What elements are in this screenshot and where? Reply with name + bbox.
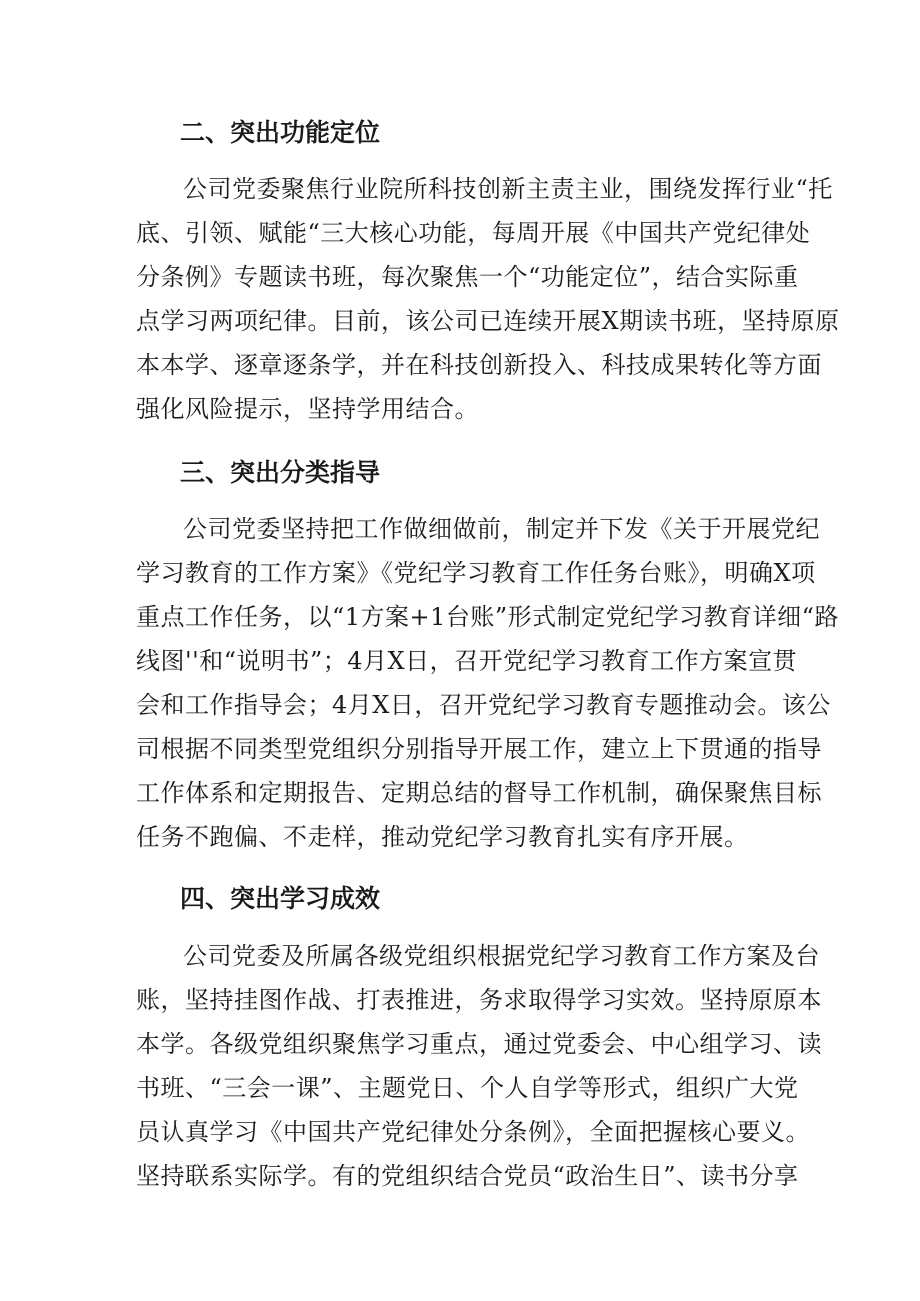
paragraph-line: 学习教育的工作方案》《党纪学习教育工作任务台账》，明确X项	[136, 559, 816, 587]
section-paragraph-2	[136, 167, 840, 431]
paragraph-line: 员认真学习《中国共产党纪律处分条例》，全面把握核心要义。	[136, 1118, 810, 1146]
section-heading-3: 三、突出分类指导	[180, 458, 381, 487]
paragraph-line: 底、引领、赋能“三大核心功能，每周开展《中国共产党纪律处	[136, 219, 811, 247]
section-heading-4: 四、突出学习成效	[180, 884, 381, 913]
paragraph-line: 公司党委聚焦行业院所科技创新主责主业，围绕发挥行业“托	[183, 175, 833, 203]
paragraph-line: 强化风险提示，坚持学用结合。	[136, 395, 479, 423]
paragraph-line: 重点工作任务，以“1方案+1台账”形式制定党纪学习教育详细“路	[136, 603, 839, 631]
paragraph-line: 本学。各级党组织聚焦学习重点，通过党委会、中心组学习、读	[136, 1030, 822, 1058]
paragraph-line: 点学习两项纪律。目前，该公司已连续开展X期读书班，坚持原原	[136, 307, 840, 335]
paragraph-line: 任务不跑偏、不走样，推动党纪学习教育扎实有序开展。	[136, 823, 749, 851]
paragraph-line: 账，坚持挂图作战、打表推进，务求取得学习实效。坚持原原本	[136, 986, 822, 1014]
paragraph-line: 线图''和“说明书”；4月X日，召开党纪学习教育工作方案宣贯	[136, 647, 798, 675]
paragraph-line: 书班、“三会一课”、主题党日、个人自学等形式，组织广大党	[136, 1074, 799, 1102]
paragraph-line: 公司党委及所属各级党组织根据党纪学习教育工作方案及台	[183, 942, 820, 970]
paragraph-line: 司根据不同类型党组织分别指导开展工作，建立上下贯通的指导	[136, 735, 822, 763]
section-paragraph-3	[136, 507, 839, 859]
section-heading-2: 二、突出功能定位	[180, 118, 381, 147]
section-paragraph-4	[136, 934, 822, 1198]
paragraph-line: 会和工作指导会；4月X日，召开党纪学习教育专题推动会。该公	[136, 691, 831, 719]
paragraph-line: 公司党委坚持把工作做细做前，制定并下发《关于开展党纪	[183, 515, 820, 543]
paragraph-line: 工作体系和定期报告、定期总结的督导工作机制，确保聚焦目标	[136, 779, 822, 807]
paragraph-line: 分条例》专题读书班，每次聚焦一个“功能定位”，结合实际重	[136, 263, 799, 291]
paragraph-line: 坚持联系实际学。有的党组织结合党员“政治生日”、读书分享	[136, 1162, 799, 1190]
paragraph-line: 本本学、逐章逐条学，并在科技创新投入、科技成果转化等方面	[136, 351, 822, 379]
